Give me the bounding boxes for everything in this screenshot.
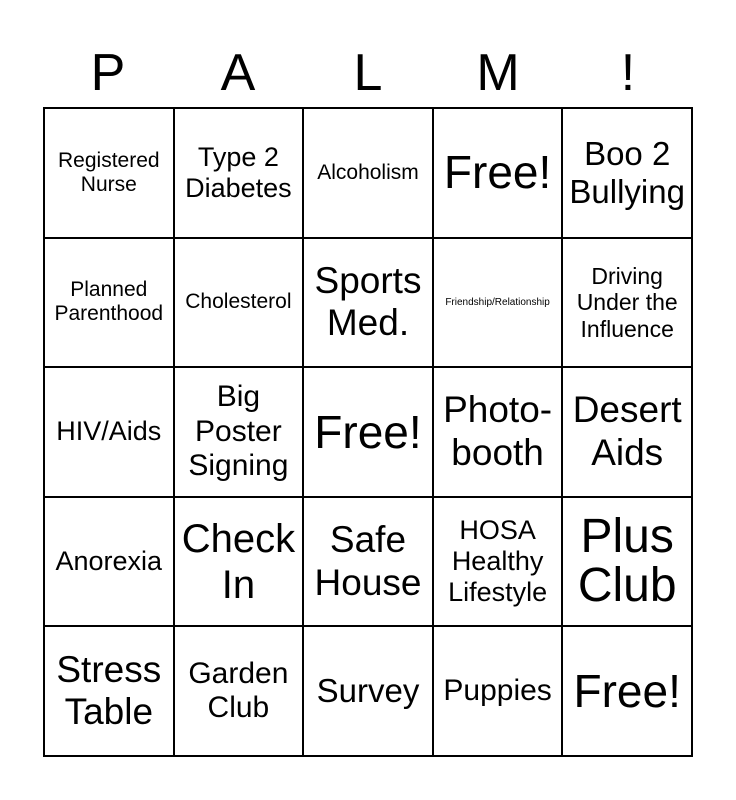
- bingo-cell: Sports Med.: [303, 238, 433, 368]
- bingo-cell: Survey: [303, 626, 433, 756]
- title-letter: M: [476, 44, 520, 102]
- bingo-cell: Desert Aids: [562, 367, 692, 497]
- bingo-cell: Type 2 Diabetes: [174, 108, 304, 238]
- bingo-cell: Cholesterol: [174, 238, 304, 368]
- bingo-cell: Garden Club: [174, 626, 304, 756]
- bingo-grid: [43, 107, 693, 757]
- bingo-cell: Driving Under the Influence: [562, 238, 692, 368]
- title-letter: !: [620, 44, 636, 102]
- title-letter: A: [220, 44, 256, 102]
- bingo-cell: Plus Club: [562, 497, 692, 627]
- bingo-cell: HOSA Healthy Lifestyle: [433, 497, 563, 627]
- bingo-cell-free: Free!: [303, 367, 433, 497]
- bingo-cell: Anorexia: [44, 497, 174, 627]
- bingo-cell: Stress Table: [44, 626, 174, 756]
- bingo-cell: Boo 2 Bullying: [562, 108, 692, 238]
- bingo-cell: Check In: [174, 497, 304, 627]
- bingo-cell: Big Poster Signing: [174, 367, 304, 497]
- bingo-cell-free: Free!: [562, 626, 692, 756]
- bingo-cell: Planned Parenthood: [44, 238, 174, 368]
- bingo-cell: Alcoholism: [303, 108, 433, 238]
- bingo-cell: Registered Nurse: [44, 108, 174, 238]
- bingo-cell: Safe House: [303, 497, 433, 627]
- bingo-cell-free: Free!: [433, 108, 563, 238]
- title-letter: L: [353, 44, 383, 102]
- bingo-cell: Friendship/Relationship: [433, 238, 563, 368]
- bingo-cell: Puppies: [433, 626, 563, 756]
- bingo-cell: HIV/Aids: [44, 367, 174, 497]
- title-letter: P: [90, 44, 126, 102]
- bingo-cell: Photo-booth: [433, 367, 563, 497]
- bingo-title: [43, 38, 693, 108]
